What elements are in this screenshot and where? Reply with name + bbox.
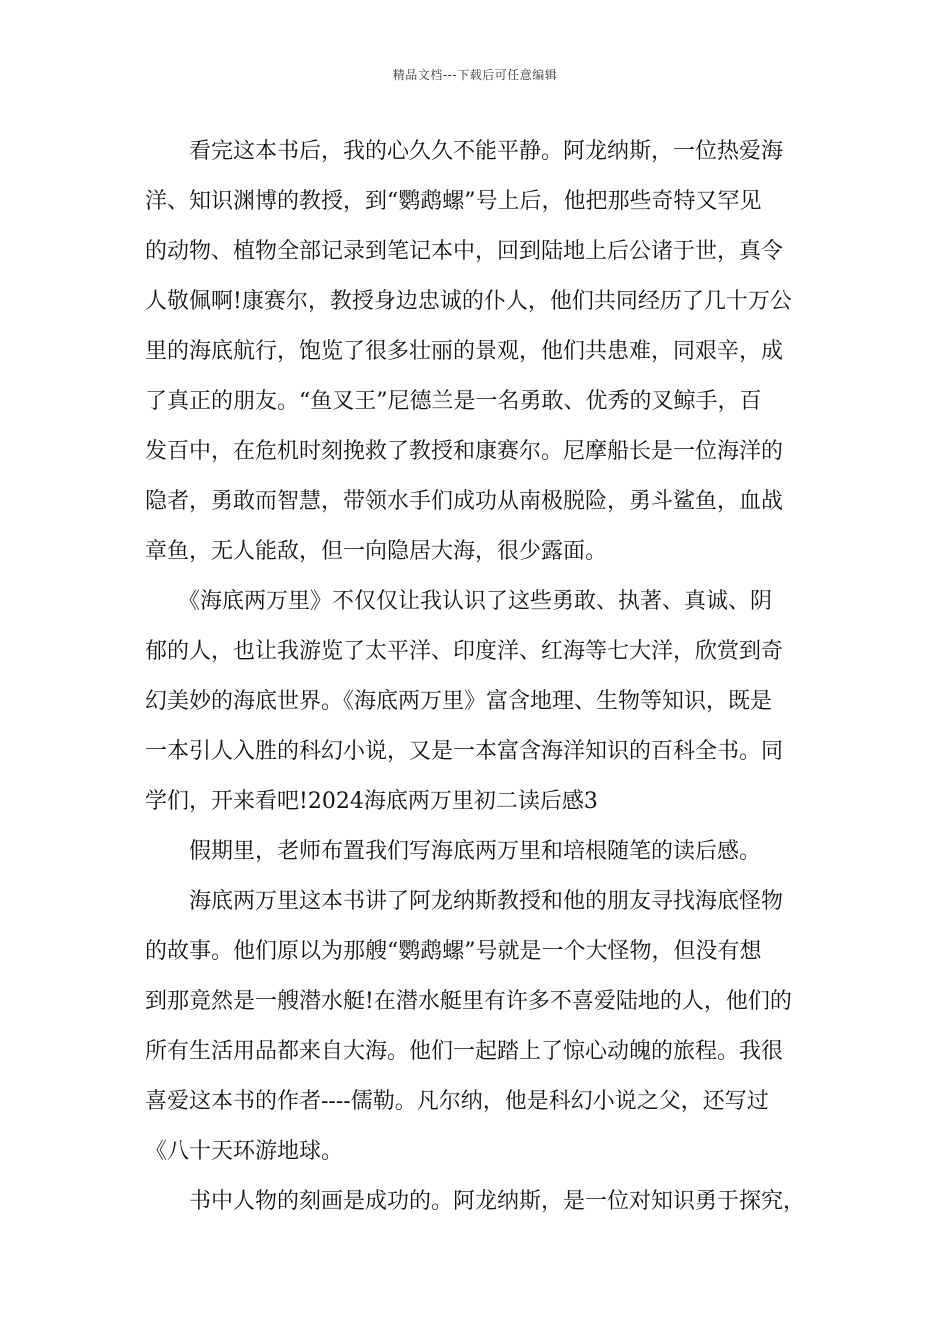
document-body bbox=[145, 127, 817, 1227]
text-line: 《海底两万里》不仅仅让我认识了这些勇敢、执著、真诚、阴 bbox=[145, 589, 773, 614]
text-line: 海底两万里这本书讲了阿龙纳斯教授和他的朋友寻找海底怪物 bbox=[145, 889, 784, 914]
text-line: 人敬佩啊!康赛尔，教授身边忠诚的仆人，他们共同经历了几十万公 bbox=[145, 289, 792, 314]
text-line: 书中人物的刻画是成功的。阿龙纳斯，是一位对知识勇于探究， bbox=[145, 1189, 806, 1214]
text-line: 到那竟然是一艘潜水艇!在潜水艇里有许多不喜爱陆地的人，他们的 bbox=[145, 989, 792, 1014]
text-line: 了真正的朋友。“鱼叉王”尼德兰是一名勇敢、优秀的叉鲸手，百 bbox=[145, 389, 762, 414]
text-line: 《八十天环游地球。 bbox=[145, 1139, 344, 1164]
text-line: 的故事。他们原以为那艘“鹦鹉螺”号就是一个大怪物，但没有想 bbox=[145, 939, 762, 964]
text-line: 学们，开来看吧!2024海底两万里初二读后感3 bbox=[145, 789, 598, 814]
text-line: 幻美妙的海底世界。《海底两万里》富含地理、生物等知识，既是 bbox=[145, 689, 773, 714]
text-line: 章鱼，无人能敌，但一向隐居大海，很少露面。 bbox=[145, 539, 608, 564]
text-line: 发百中，在危机时刻挽救了教授和康赛尔。尼摩船长是一位海洋的 bbox=[145, 439, 784, 464]
text-line: 所有生活用品都来自大海。他们一起踏上了惊心动魄的旅程。我很 bbox=[145, 1039, 784, 1064]
text-line: 隐者，勇敢而智慧，带领水手们成功从南极脱险，勇斗鲨鱼，血战 bbox=[145, 489, 784, 514]
text-line: 喜爱这本书的作者----儒勒。凡尔纳，他是科幻小说之父，还写过 bbox=[145, 1089, 769, 1114]
text-line: 的动物、植物全部记录到笔记本中，回到陆地上后公诸于世，真令 bbox=[145, 239, 784, 264]
text-line: 一本引人入胜的科幻小说，又是一本富含海洋知识的百科全书。同 bbox=[145, 739, 784, 764]
text-line: 郁的人，也让我游览了太平洋、印度洋、红海等七大洋，欣赏到奇 bbox=[145, 639, 784, 664]
page-header: 精品文档---下载后可任意编辑 bbox=[392, 68, 558, 82]
text-line: 洋、知识渊博的教授，到“鹦鹉螺”号上后，他把那些奇特又罕见 bbox=[145, 189, 762, 214]
text-line: 假期里，老师布置我们写海底两万里和培根随笔的读后感。 bbox=[145, 839, 762, 864]
text-line: 看完这本书后，我的心久久不能平静。阿龙纳斯，一位热爱海 bbox=[145, 139, 784, 164]
text-line: 里的海底航行，饱览了很多壮丽的景观，他们共患难，同艰辛，成 bbox=[145, 339, 784, 364]
